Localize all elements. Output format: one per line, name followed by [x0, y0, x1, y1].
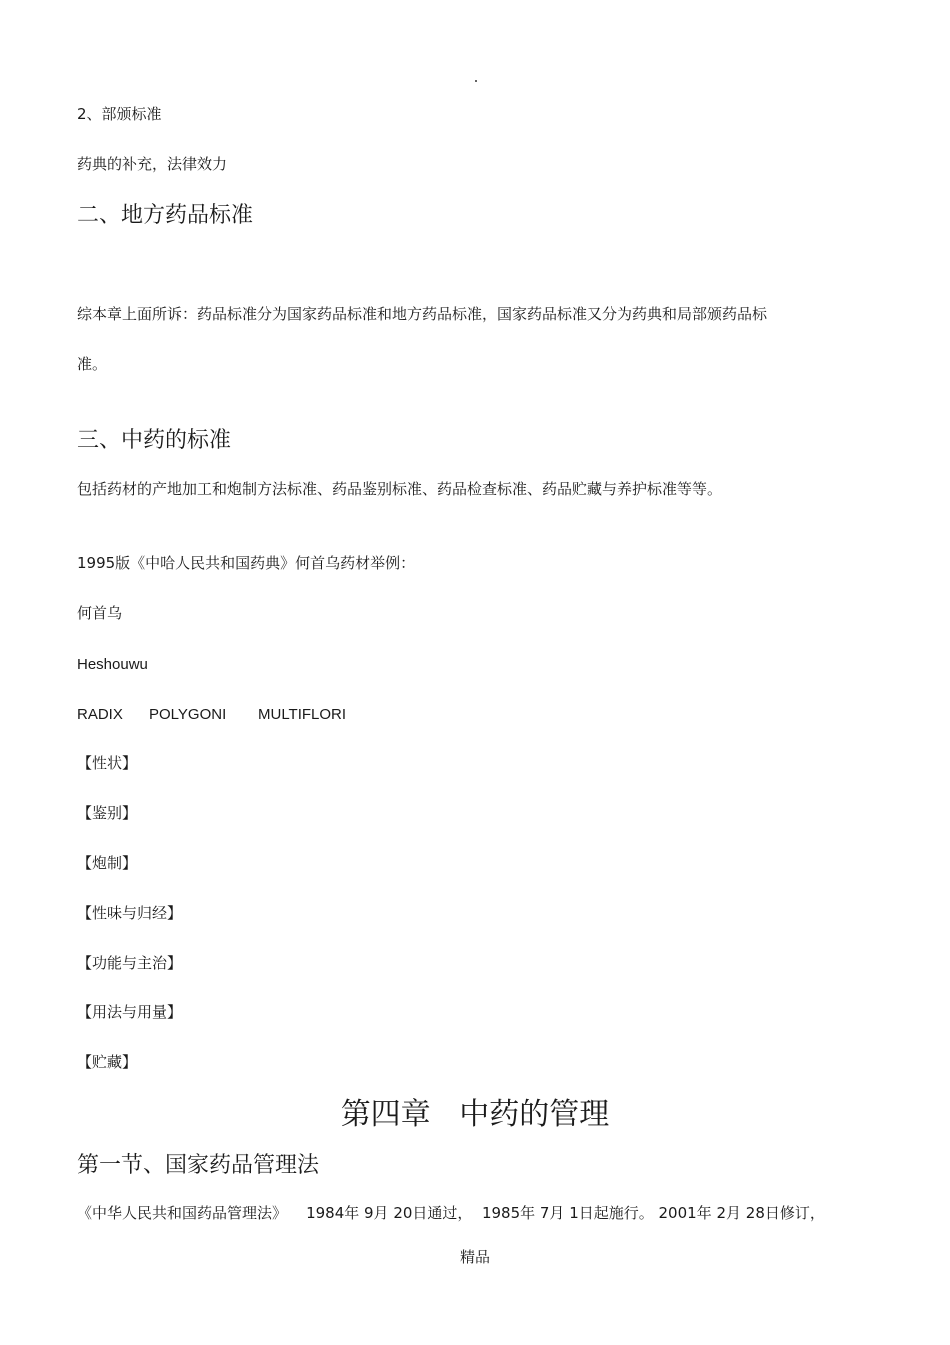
herb-name-pinyin: Heshouwu: [77, 656, 148, 673]
summary-line-1: 综本章上面所诉：药品标准分为国家药品标准和地方药品标准，国家药品标准又分为药典和局部颁药品标: [77, 305, 768, 323]
paragraph-tcm-standard: 包括药材的产地加工和炮制方法标准、药品鉴别标准、药品检查标准、药品贮藏与养护标准等等。: [77, 480, 723, 498]
section-label-usage-dosage: 【用法与用量】: [77, 1003, 183, 1021]
heading-local-standard: 二、地方药品标准: [77, 203, 254, 228]
paragraph-drug-law: 《中华人民共和国药品管理法》 1984年 9月 20日通过， 1985年 7月 1日起施行。 2001年 2月 28日修订，: [77, 1204, 825, 1222]
chapter-title: 第四章 中药的管理: [340, 1097, 610, 1132]
latin-name-word-1: RADIX: [77, 706, 123, 723]
header-dot: [475, 80, 477, 82]
section-label-identification: 【鉴别】: [77, 804, 138, 822]
section-label-nature-meridian: 【性味与归经】: [77, 904, 183, 922]
section-label-processing: 【炮制】: [77, 854, 138, 872]
heading-tcm-standard: 三、中药的标准: [77, 428, 232, 453]
section-label-storage: 【贮藏】: [77, 1053, 138, 1071]
herb-name-chinese: 何首乌: [77, 604, 123, 622]
latin-name-word-2: POLYGONI: [149, 706, 227, 723]
subheading-ministry-standard: 2、部颁标准: [77, 105, 162, 123]
paragraph-pharmacopoeia-supplement: 药典的补充，法律效力: [77, 155, 228, 173]
paragraph-example-intro: 1995版《中哈人民共和国药典》何首乌药材举例：: [77, 554, 416, 572]
section-label-appearance: 【性状】: [77, 754, 138, 772]
section-title-drug-law: 第一节、国家药品管理法: [77, 1153, 320, 1178]
section-label-function-indication: 【功能与主治】: [77, 954, 183, 972]
summary-line-2: 准。: [77, 355, 108, 373]
footer-label: 精品: [459, 1248, 490, 1266]
latin-name-word-3: MULTIFLORI: [258, 706, 347, 723]
